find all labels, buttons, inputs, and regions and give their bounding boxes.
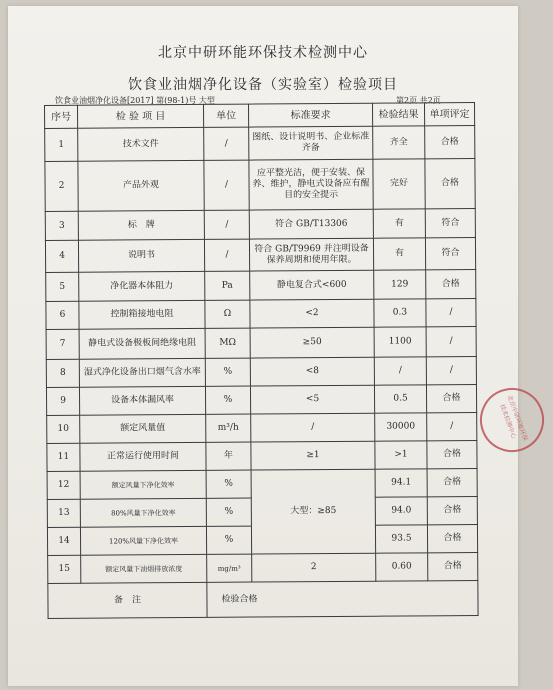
unit: % [205, 386, 250, 414]
document-title: 饮食业油烟净化设备（实验室）检验项目 [128, 77, 398, 93]
table-row [46, 384, 476, 415]
item-name: 80%风量下净化效率 [80, 498, 206, 527]
result: >1 [375, 441, 427, 469]
requirement: 应平整光洁，便于安装、保养、维护，静电式设备应有醒目的安全提示 [249, 159, 373, 210]
document-number: 饮食业油烟净化设备[2017] 第(98-1)号 大型 [55, 96, 215, 105]
table-row [45, 208, 475, 240]
evaluation: / [426, 326, 476, 356]
item-name: 额定风量下净化效率 [80, 470, 206, 499]
table-header-row [45, 102, 475, 128]
row-number: 9 [46, 387, 79, 415]
requirement: ≥50 [250, 327, 374, 358]
evaluation: 符合 [425, 208, 475, 237]
row-number: 4 [45, 240, 78, 272]
table-row [48, 552, 478, 583]
row-number: 13 [47, 499, 80, 527]
unit: / [204, 239, 249, 271]
item-name: 标 牌 [78, 210, 204, 240]
row-number: 5 [46, 272, 79, 301]
unit: MΩ [205, 328, 250, 358]
unit: % [206, 498, 251, 526]
unit: % [205, 358, 250, 386]
row-number: 10 [47, 415, 80, 443]
requirement: 2 [252, 553, 376, 582]
table-row [47, 440, 477, 471]
row-number: 11 [47, 443, 80, 471]
result: 94.0 [375, 497, 427, 525]
requirement: <8 [250, 357, 374, 386]
unit: mg/m³ [207, 554, 252, 582]
row-number: 1 [45, 128, 78, 161]
unit: / [204, 160, 249, 210]
item-name: 静电式设备极板间绝缘电阻 [79, 328, 205, 359]
table-row [47, 412, 477, 443]
unit: / [204, 127, 249, 160]
header-cell: 单位 [203, 104, 248, 127]
remarks-label: 备 注 [48, 582, 207, 618]
unit: Ω [205, 300, 250, 328]
requirement: 符合 GB/T9969 并注明设备保养周期和使用年限。 [249, 238, 373, 271]
item-name: 产品外观 [78, 160, 204, 211]
row-number: 12 [47, 471, 80, 499]
result: 有 [373, 238, 425, 270]
remarks-value: 检验合格 [207, 580, 478, 617]
evaluation: 合格 [427, 468, 477, 496]
header-cell: 检验结果 [372, 103, 424, 126]
result: / [374, 357, 426, 385]
header-cell: 单项评定 [424, 102, 474, 125]
unit: Pa [205, 271, 250, 300]
table-row [46, 356, 476, 387]
header-cell: 标准要求 [248, 103, 372, 127]
unit: / [204, 210, 249, 239]
evaluation: 合格 [427, 524, 477, 552]
item-name: 120%风量下净化效率 [80, 526, 206, 555]
table-row [47, 468, 477, 499]
result: 有 [373, 209, 425, 238]
evaluation: 合格 [428, 552, 478, 580]
table-row [45, 158, 475, 211]
result: 0.3 [374, 299, 426, 327]
item-name: 控制箱接地电阻 [79, 300, 205, 329]
item-name: 净化器本体阻力 [79, 271, 205, 301]
unit: 年 [206, 442, 251, 470]
header-cell: 检 验 项 目 [78, 104, 204, 128]
row-number: 14 [47, 527, 80, 555]
seal-text: 北京中研环能环保技术检测中心 [498, 394, 529, 442]
organization-name: 北京中研环能环保技术检测中心 [158, 45, 368, 61]
item-name: 技术文件 [78, 127, 204, 161]
evaluation: 合格 [427, 496, 477, 524]
requirement: <2 [250, 299, 374, 328]
requirement: 符合 GB/T13306 [249, 209, 373, 239]
remarks-row [48, 580, 478, 618]
item-name: 设备本体漏风率 [79, 386, 205, 415]
result: 0.60 [376, 553, 428, 581]
table-row [46, 269, 476, 301]
item-name: 湿式净化设备出口烟气含水率 [79, 358, 205, 387]
evaluation: 合格 [425, 158, 475, 208]
row-number: 7 [46, 329, 79, 359]
requirement: <5 [250, 385, 374, 414]
result: 94.1 [375, 469, 427, 497]
header-cell: 序号 [45, 105, 78, 128]
row-number: 3 [45, 211, 78, 240]
result: 93.5 [375, 525, 427, 553]
evaluation: 合格 [426, 269, 476, 298]
item-name: 正常运行使用时间 [80, 442, 206, 471]
row-number: 6 [46, 301, 79, 329]
requirement: / [251, 413, 375, 442]
requirement: 静电复合式<600 [250, 270, 374, 300]
row-number: 8 [46, 359, 79, 387]
evaluation: 合格 [425, 125, 475, 158]
evaluation: / [427, 412, 477, 440]
result: 30000 [375, 413, 427, 441]
row-number: 15 [48, 555, 81, 583]
item-name: 额定风量下油烟排放浓度 [81, 554, 207, 583]
inspection-table [44, 102, 479, 619]
evaluation: 合格 [426, 384, 476, 412]
table-row [46, 298, 476, 329]
unit: % [206, 526, 251, 554]
result: 完好 [373, 159, 425, 209]
row-number: 2 [45, 161, 78, 211]
evaluation: / [426, 356, 476, 384]
requirement: ≥1 [251, 441, 375, 470]
result: 齐全 [373, 126, 425, 159]
item-name: 说明书 [78, 239, 204, 272]
table-row [45, 237, 475, 272]
item-name: 额定风量值 [80, 414, 206, 443]
table-row [45, 125, 475, 161]
result: 129 [374, 270, 426, 299]
result: 0.5 [374, 385, 426, 413]
evaluation: 合格 [427, 440, 477, 468]
unit: % [206, 470, 251, 498]
evaluation: 符合 [425, 237, 475, 269]
evaluation: / [426, 298, 476, 326]
requirement: 图纸、设计说明书、企业标准齐备 [249, 126, 373, 160]
requirement: 大型：≥85 [251, 469, 376, 554]
page-info: 第2页 共2页 [396, 96, 441, 105]
unit: m³/h [206, 414, 251, 442]
table-row [46, 326, 476, 359]
result: 1100 [374, 327, 426, 357]
